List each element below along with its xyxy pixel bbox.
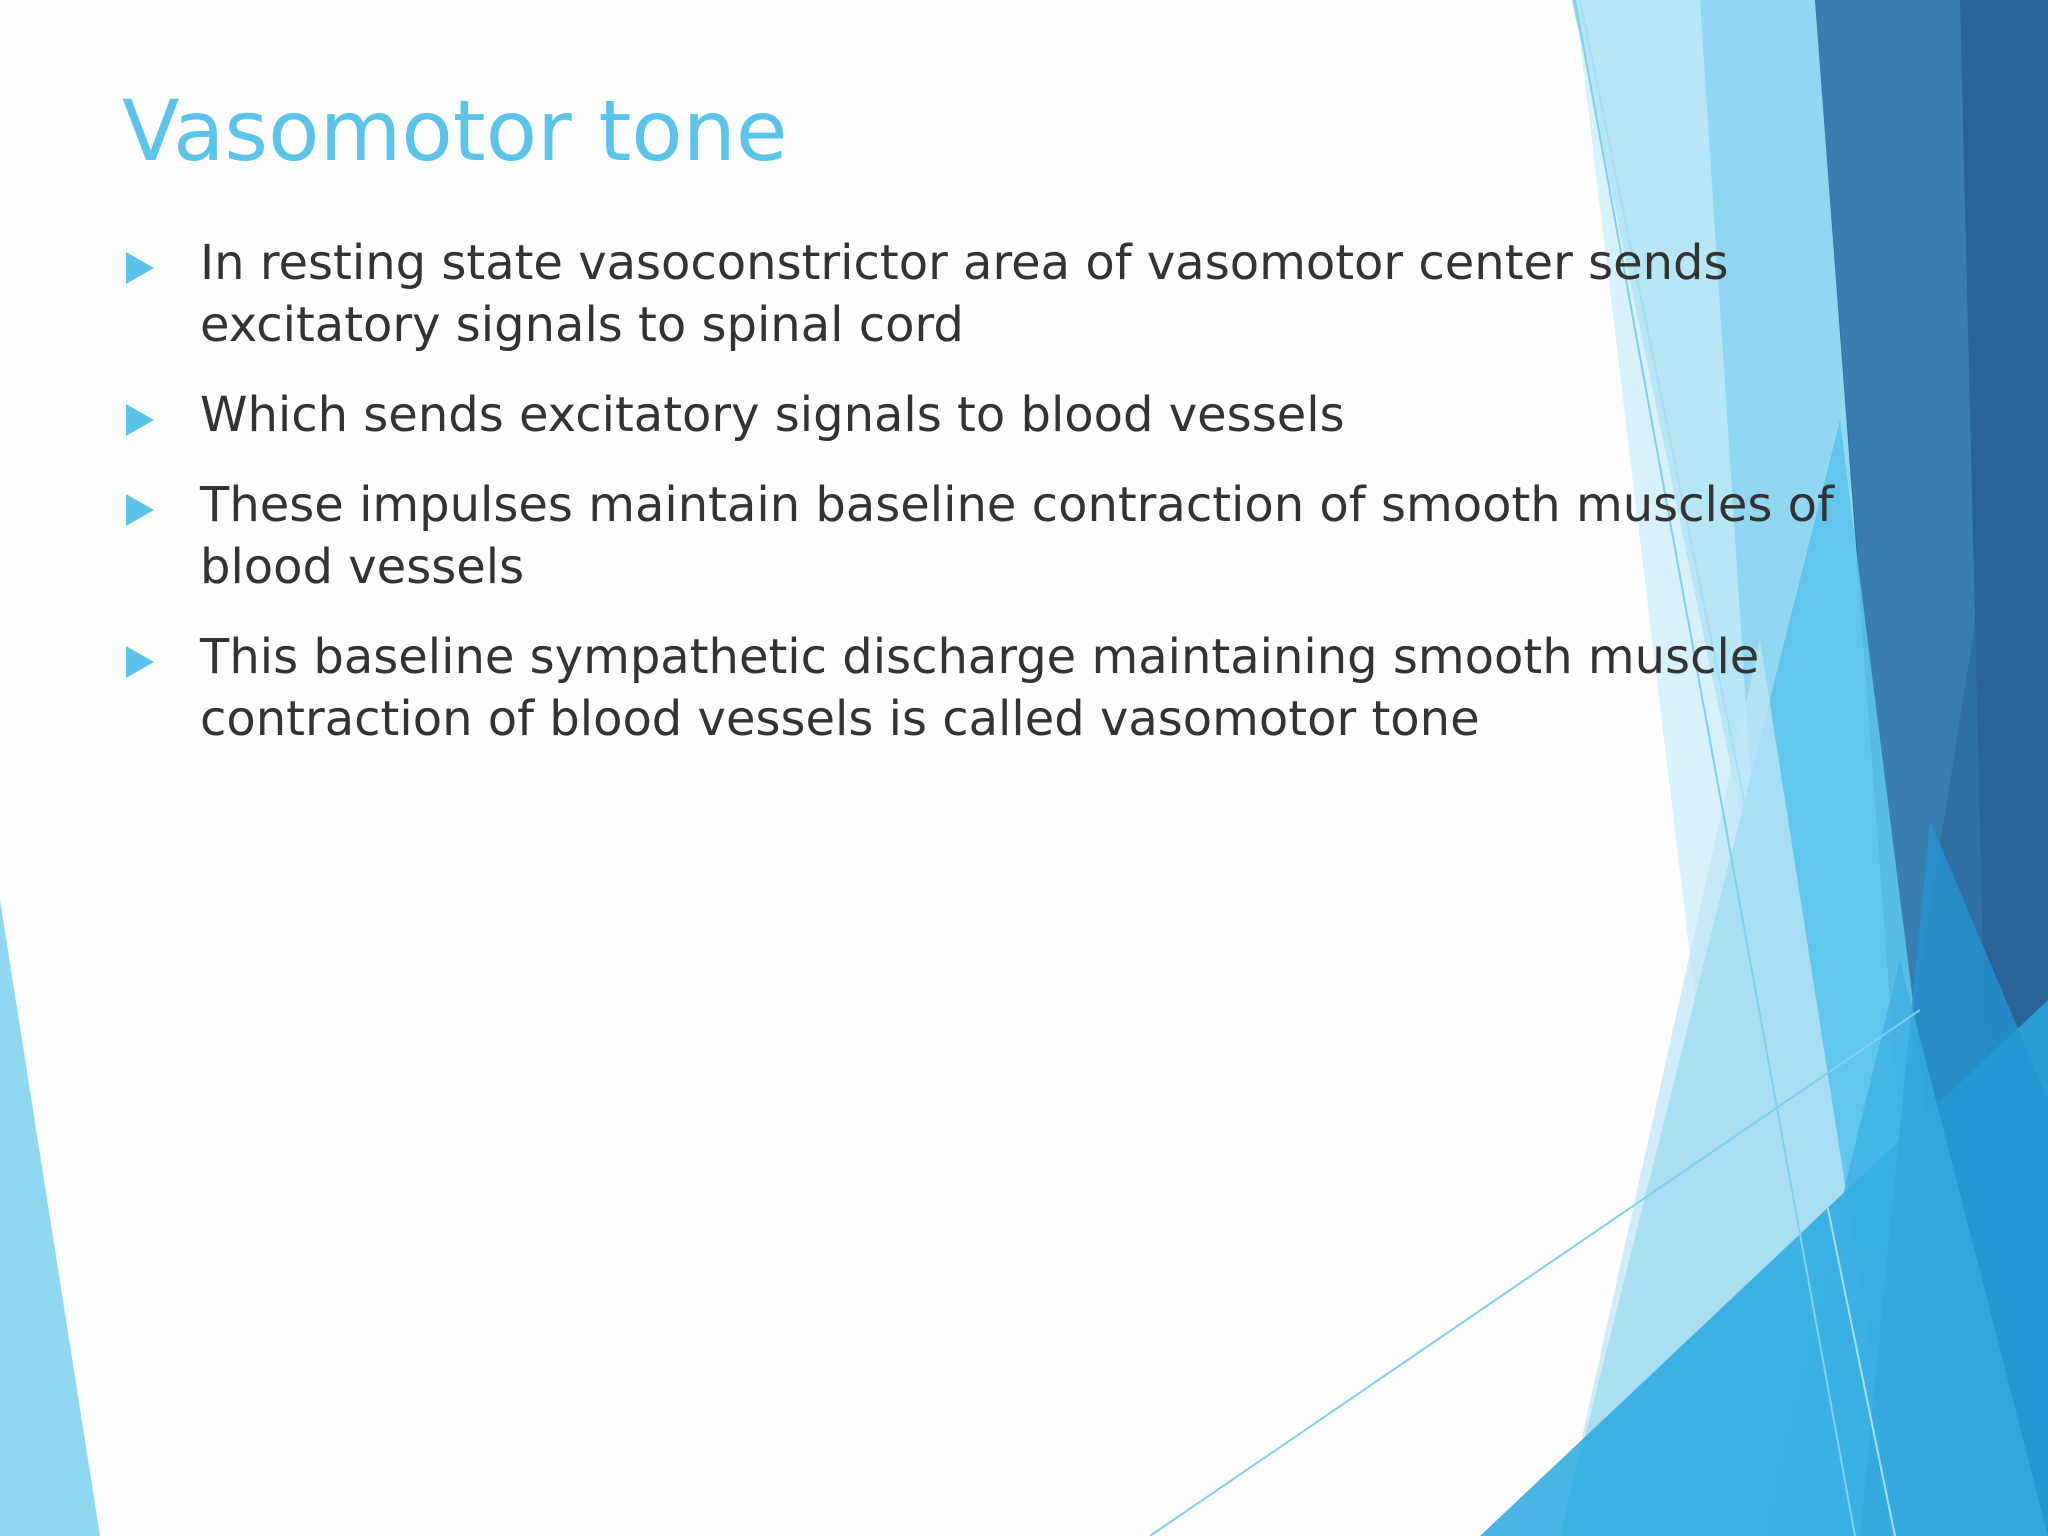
bullet-item — [122, 626, 1922, 750]
bullet-list — [122, 232, 1922, 778]
triangle-bullet-icon — [126, 252, 154, 284]
bullet-text: In resting state vasoconstrictor area of vasomotor center sends excitatory signals to spinal cord — [200, 235, 1729, 353]
bullet-item — [122, 384, 1922, 446]
bullet-item — [122, 232, 1922, 356]
bullet-item — [122, 474, 1922, 598]
triangle-bullet-icon — [126, 646, 154, 678]
slide-title: Vasomotor tone — [122, 82, 788, 180]
bullet-text: Which sends excitatory signals to blood vessels — [200, 387, 1345, 443]
bullet-text: This baseline sympathetic discharge maintaining smooth muscle contraction of blood vessels is called vasomotor tone — [200, 629, 1760, 747]
triangle-bullet-icon — [126, 404, 154, 436]
triangle-bullet-icon — [126, 494, 154, 526]
facet-left-edge — [0, 900, 100, 1536]
bullet-text: These impulses maintain baseline contraction of smooth muscles of blood vessels — [200, 477, 1834, 595]
